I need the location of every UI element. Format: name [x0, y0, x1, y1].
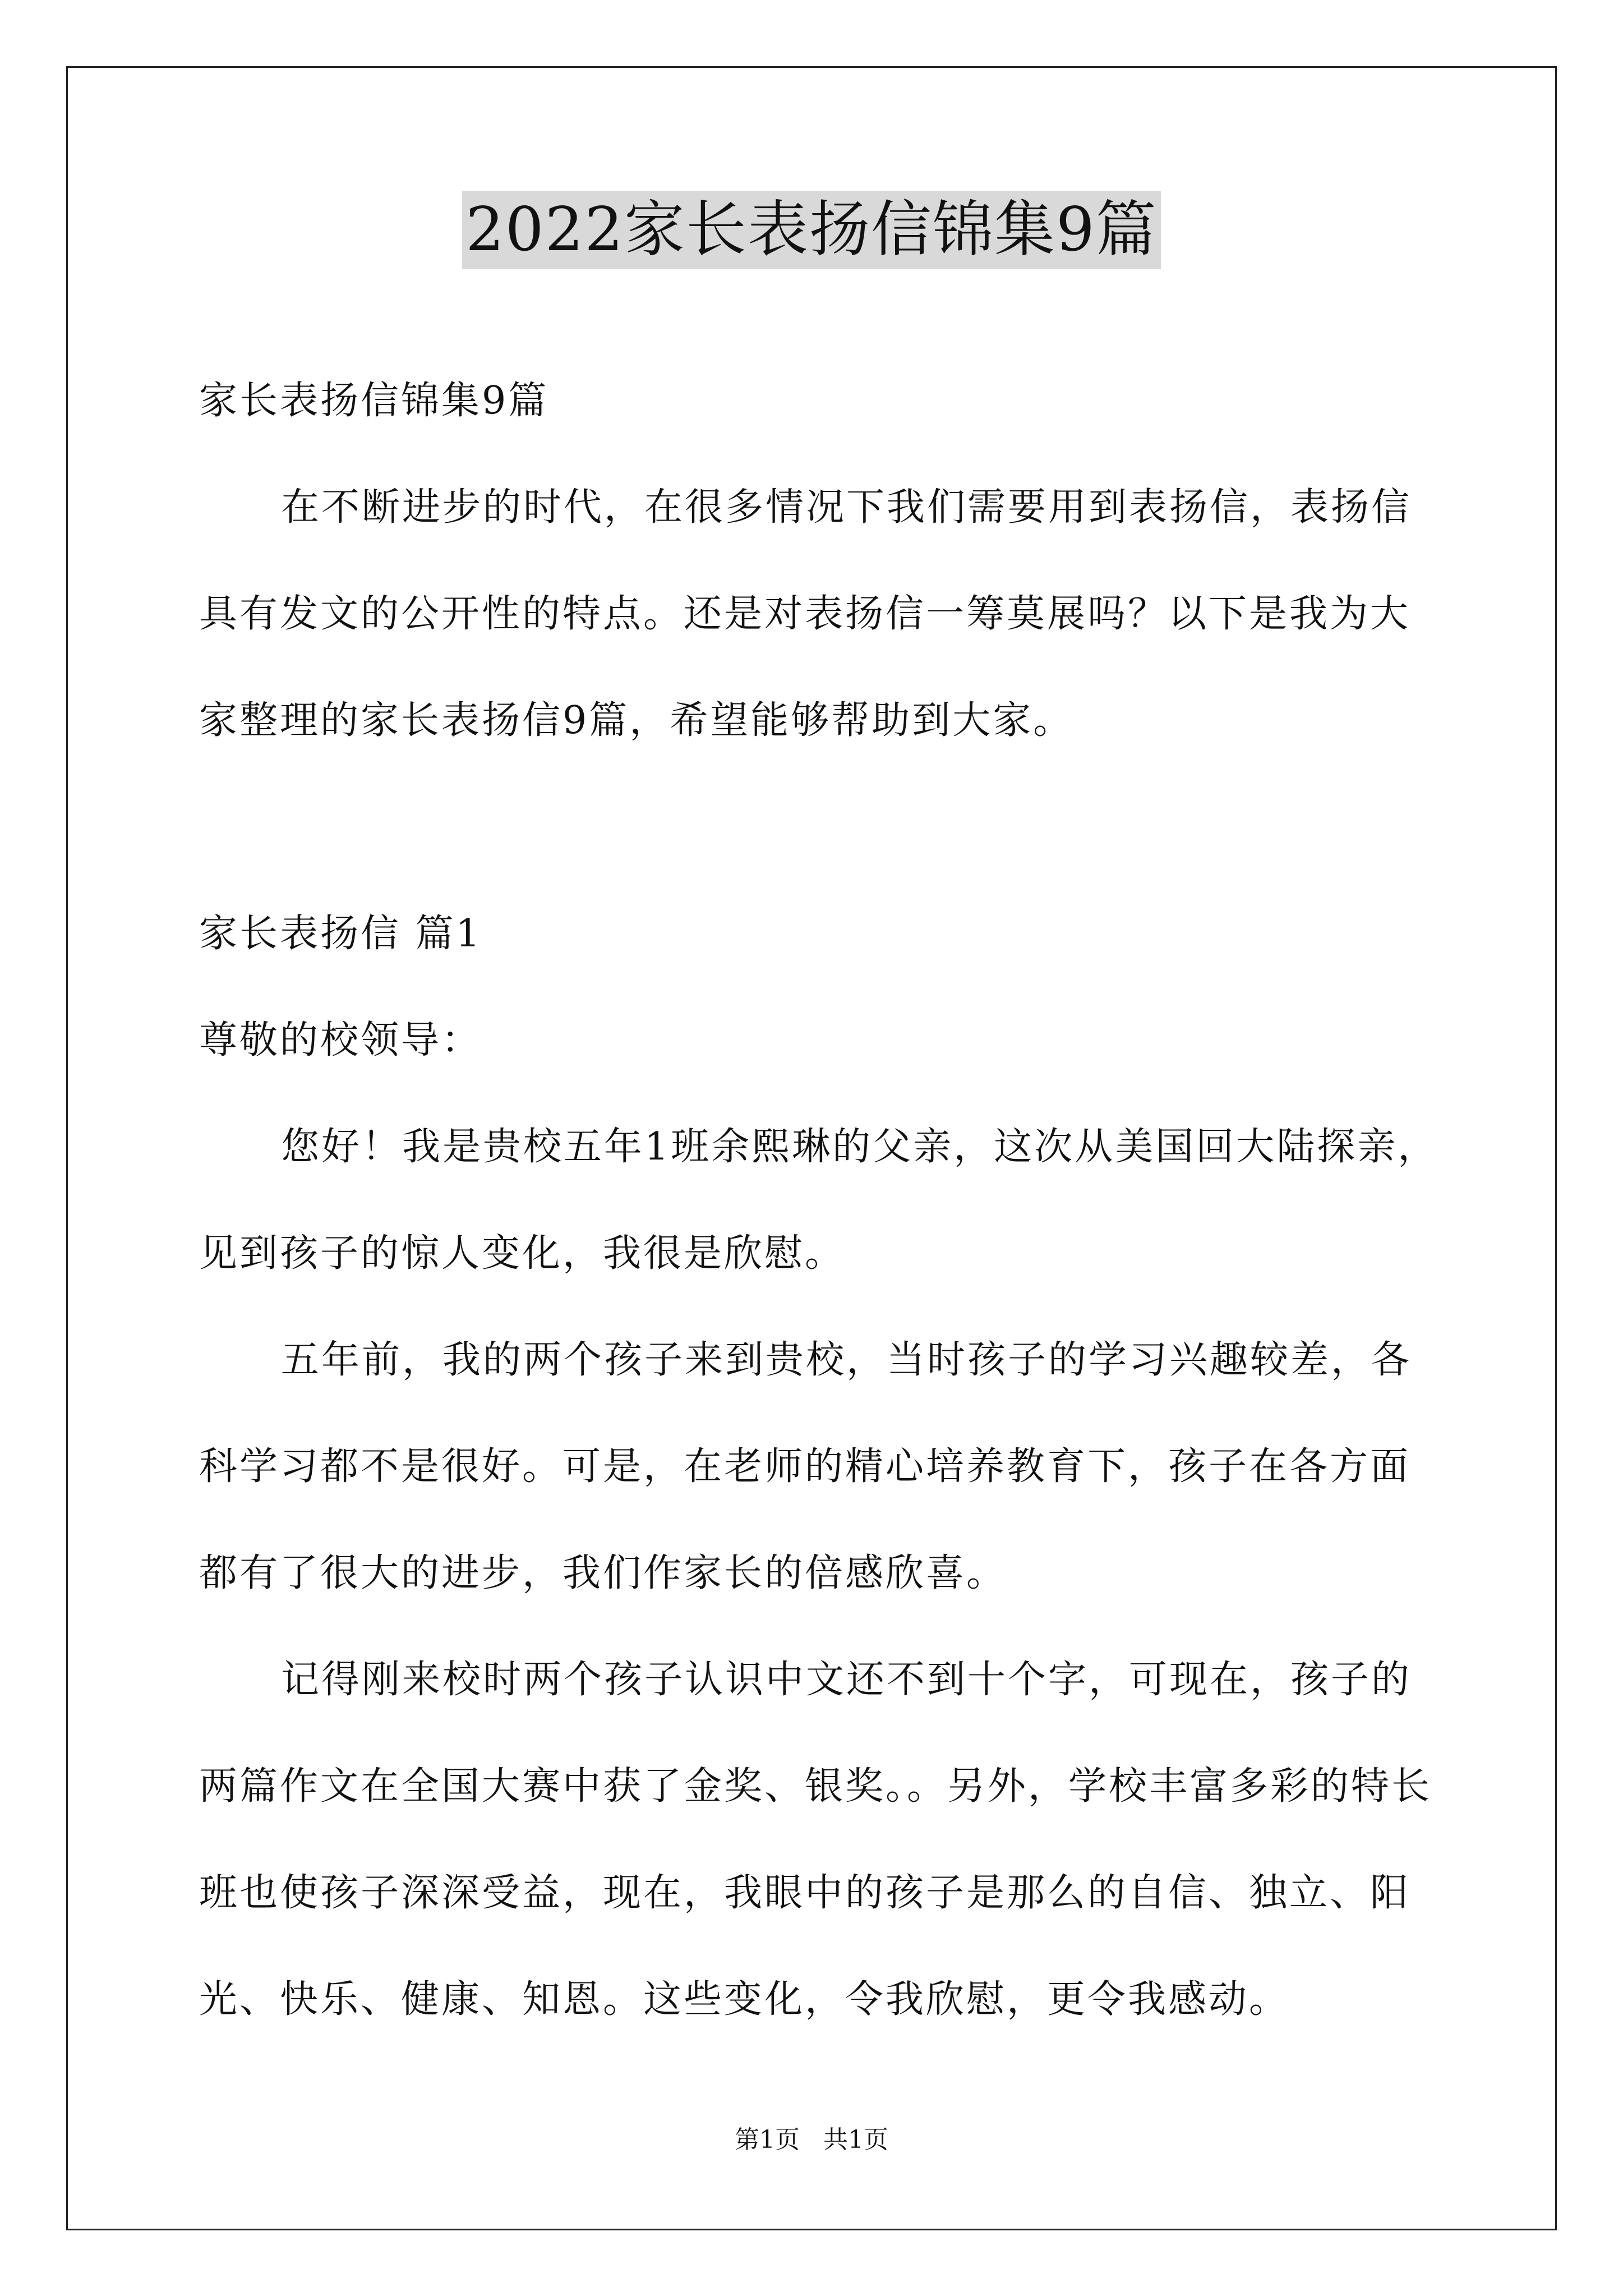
title-container	[0, 191, 1623, 269]
document-body	[199, 348, 1455, 2053]
document-subtitle: 家长表扬信锦集9篇	[199, 379, 549, 423]
paragraph-line: 科学习都不是很好。可是，在老师的精心培养教育下，孩子在各方面	[199, 1444, 1411, 1489]
paragraph-line: 您好！我是贵校五年1班余熙琳的父亲，这次从美国回大陆探亲，	[281, 1125, 1438, 1169]
paragraph-line: 两篇作文在全国大赛中获了金奖、银奖。。另外，学校丰富多彩的特长	[199, 1764, 1432, 1809]
intro-line: 在不断进步的时代，在很多情况下我们需要用到表扬信，表扬信	[281, 485, 1412, 530]
paragraph-line: 光、快乐、健康、知恩。这些变化，令我欣慰，更令我感动。	[199, 1977, 1290, 2022]
intro-line: 具有发文的公开性的特点。还是对表扬信一筹莫展吗？以下是我为大	[199, 592, 1411, 636]
page-number: 第1页	[735, 2125, 800, 2154]
paragraph-line: 见到孩子的惊人变化，我很是欣慰。	[199, 1231, 846, 1276]
blank-line	[199, 774, 1455, 881]
salutation: 尊敬的校领导：	[199, 1018, 482, 1062]
paragraph-line: 班也使孩子深深受益，现在，我眼中的孩子是那么的自信、独立、阳	[199, 1871, 1411, 1915]
paragraph-line: 都有了很大的进步，我们作家长的倍感欣喜。	[199, 1551, 1007, 1595]
document-title: 2022家长表扬信锦集9篇	[462, 191, 1161, 269]
page-footer	[0, 2123, 1623, 2157]
section-heading: 家长表扬信 篇1	[199, 912, 482, 956]
paragraph-line: 五年前，我的两个孩子来到贵校，当时孩子的学习兴趣较差，各	[281, 1338, 1412, 1382]
paragraph-line: 记得刚来校时两个孩子认识中文还不到十个字，可现在，孩子的	[281, 1658, 1412, 1702]
page-total: 共1页	[823, 2125, 888, 2154]
intro-line: 家整理的家长表扬信9篇，希望能够帮助到大家。	[199, 698, 1074, 743]
